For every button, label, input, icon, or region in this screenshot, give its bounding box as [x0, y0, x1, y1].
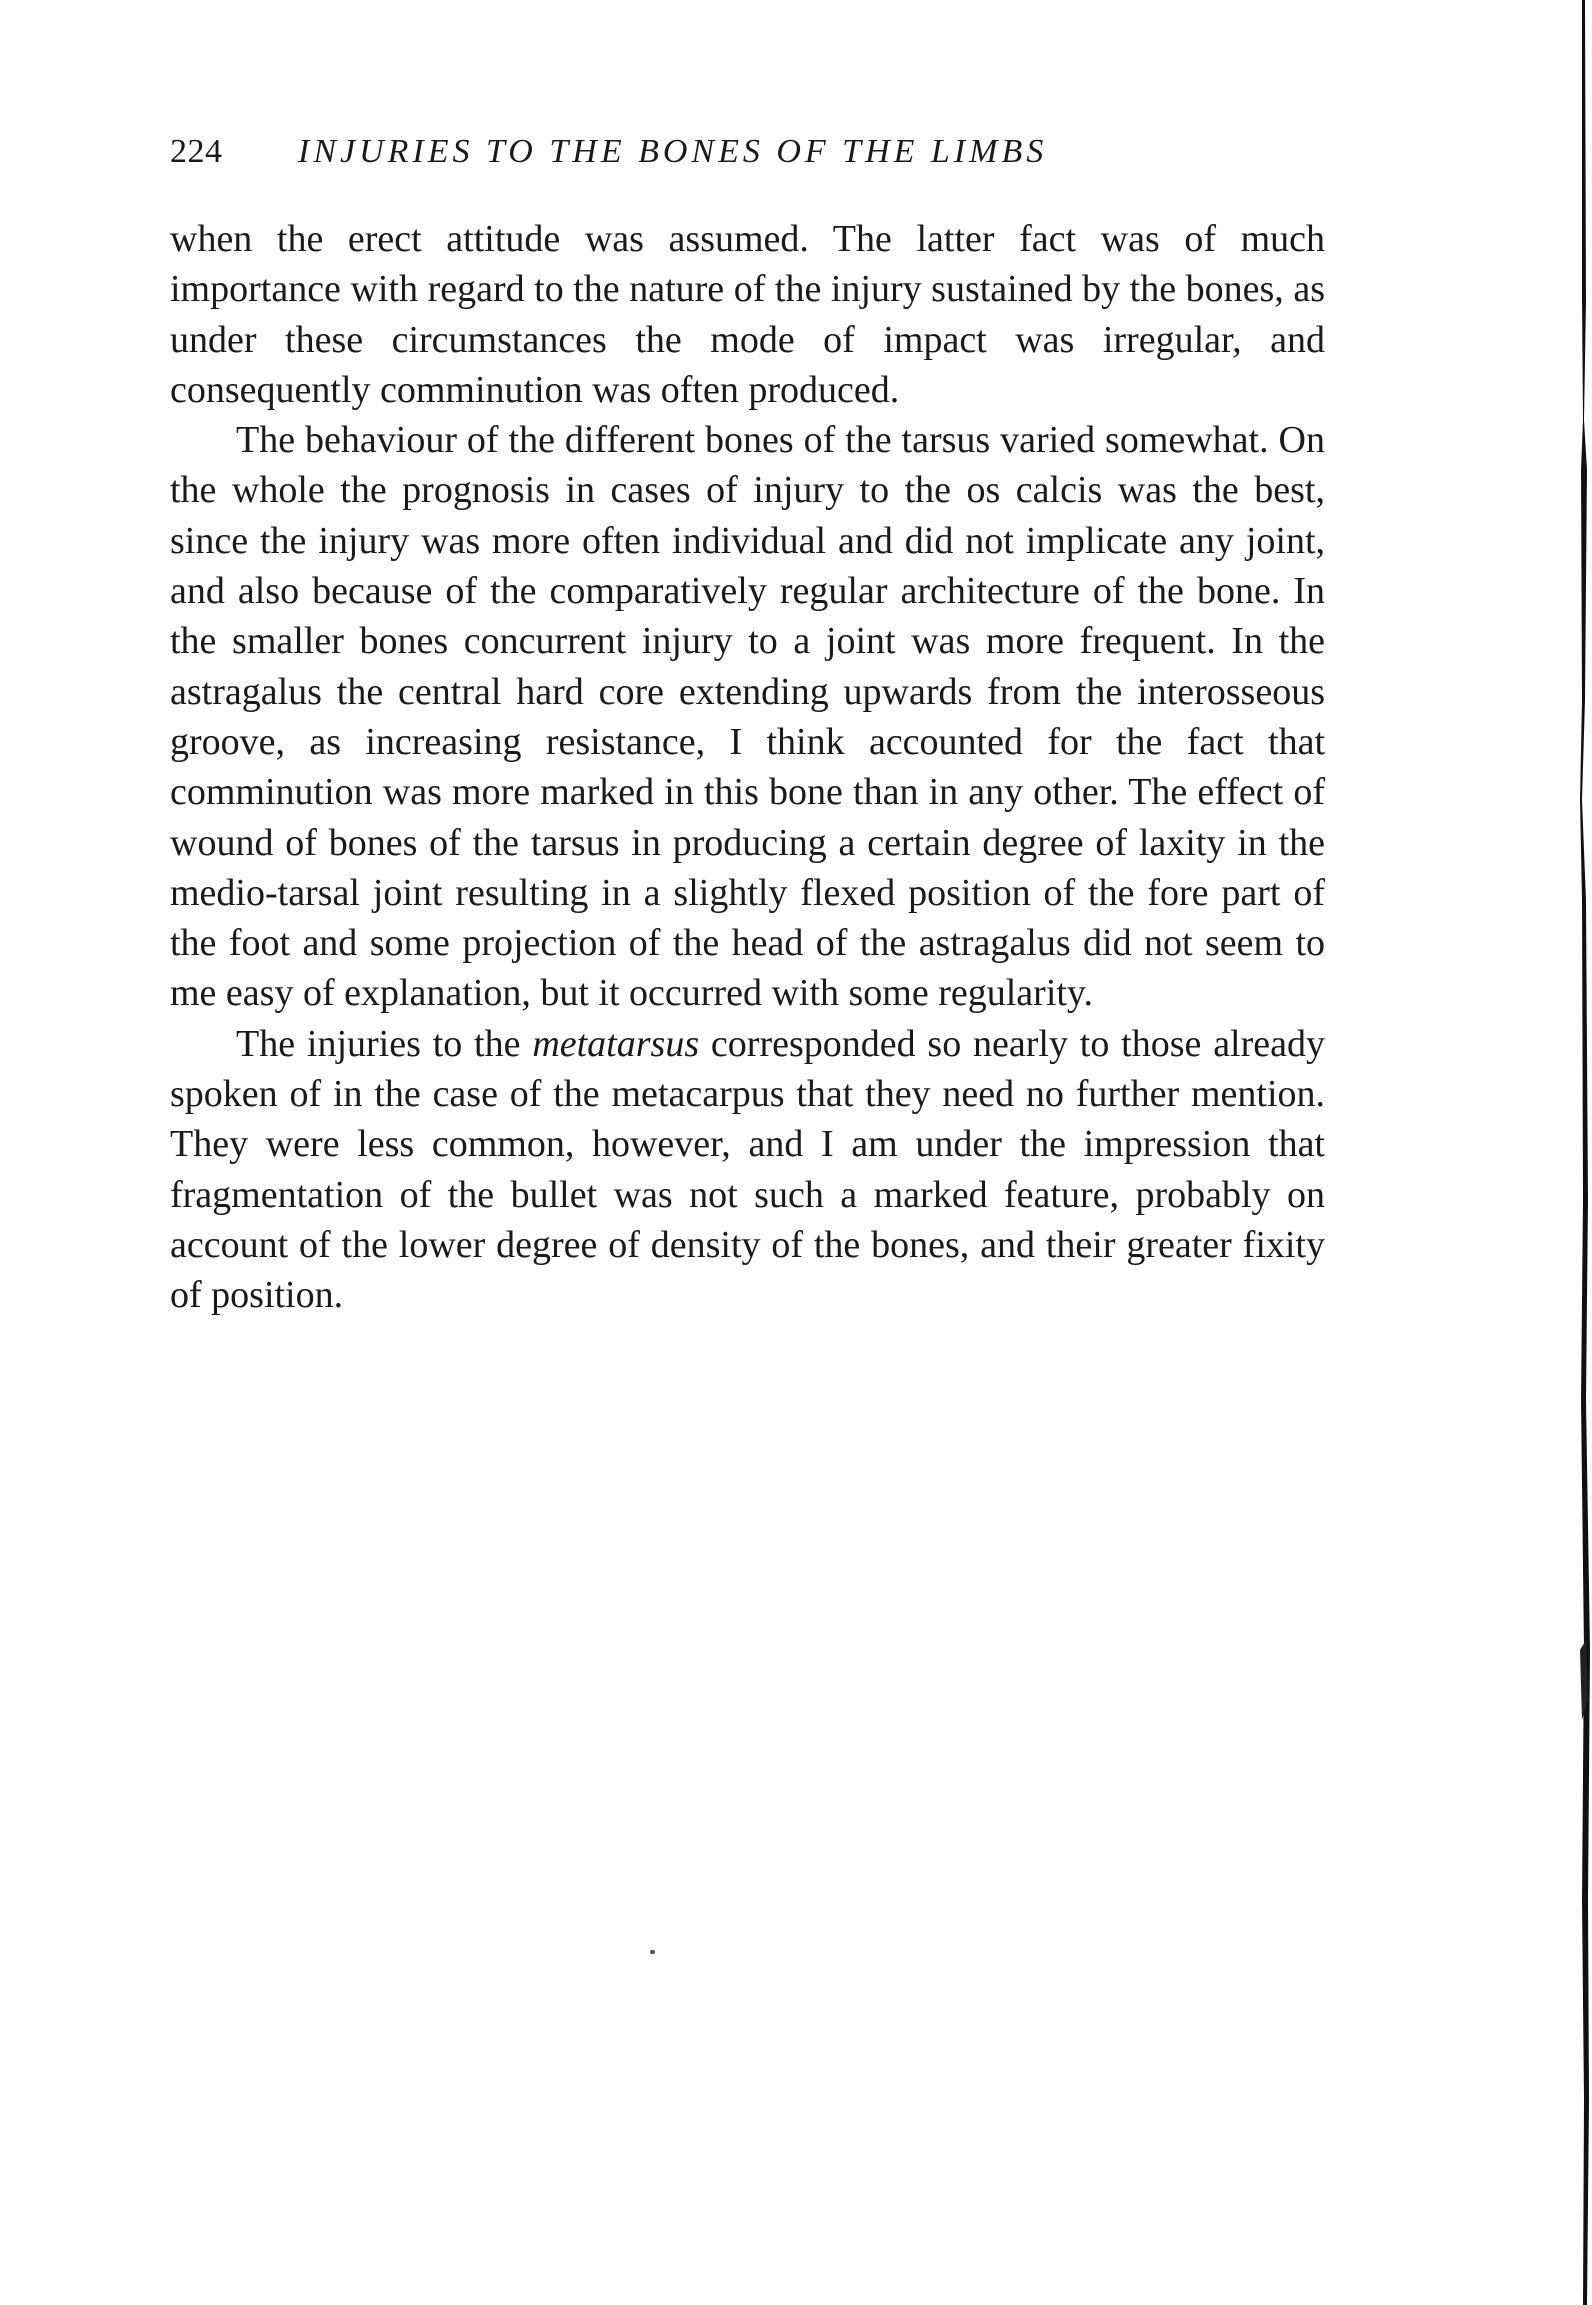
paragraph-3 [170, 1019, 1325, 1321]
paragraph-1-text: when the erect attitude was assumed. The latter fact was of much importance with regard to the nature of the injury sustained by the bones, as under these circumstances the mode of impact was irregular, and consequently comminution was often produced. [170, 218, 1325, 411]
paragraph-3-text-start: The injuries to the [236, 1022, 533, 1065]
page-edge-shadow [1552, 0, 1592, 2305]
page-number: 224 [170, 133, 223, 170]
body-text [170, 214, 1325, 1321]
running-head: INJURIES TO THE BONES OF THE LIMBS [298, 133, 1048, 170]
paragraph-1 [170, 214, 1325, 415]
page-header [170, 133, 1320, 183]
paragraph-3-text-end: corresponded so nearly to those already spoken of in the case of the metacarpus that they need no further mention. They were less common, however, and I am under the impression that fragmentation of the bullet was not such a marked feature, probably on account of the lower degree of density of the bones, and their greater fixity of position. [170, 1022, 1326, 1317]
paragraph-2-text: The behaviour of the different bones of the tarsus varied somewhat. On the whole the prognosis in cases of injury to the os calcis was the best, since the injury was more often individual and did not implicate any joint, and also because of the comparatively regular architecture of the bone. In the smaller bones concurrent injury to a joint was more frequent. In the astragalus the central hard core extending upwards from the interosseous groove, as increasing resistance, I think accounted for the fact that comminution was more marked in this bone than in any other. The effect of wound of bones of the tarsus in producing a certain degree of laxity in the medio-tarsal joint resulting in a slightly flexed position of the fore part of the foot and some projection of the head of the astragalus did not seem to me easy of explanation, but it occurred with some regularity. [170, 419, 1325, 1015]
metatarsus-emphasis: metatarsus [532, 1022, 700, 1065]
print-speck [650, 1950, 655, 1954]
paragraph-2 [170, 415, 1325, 1019]
